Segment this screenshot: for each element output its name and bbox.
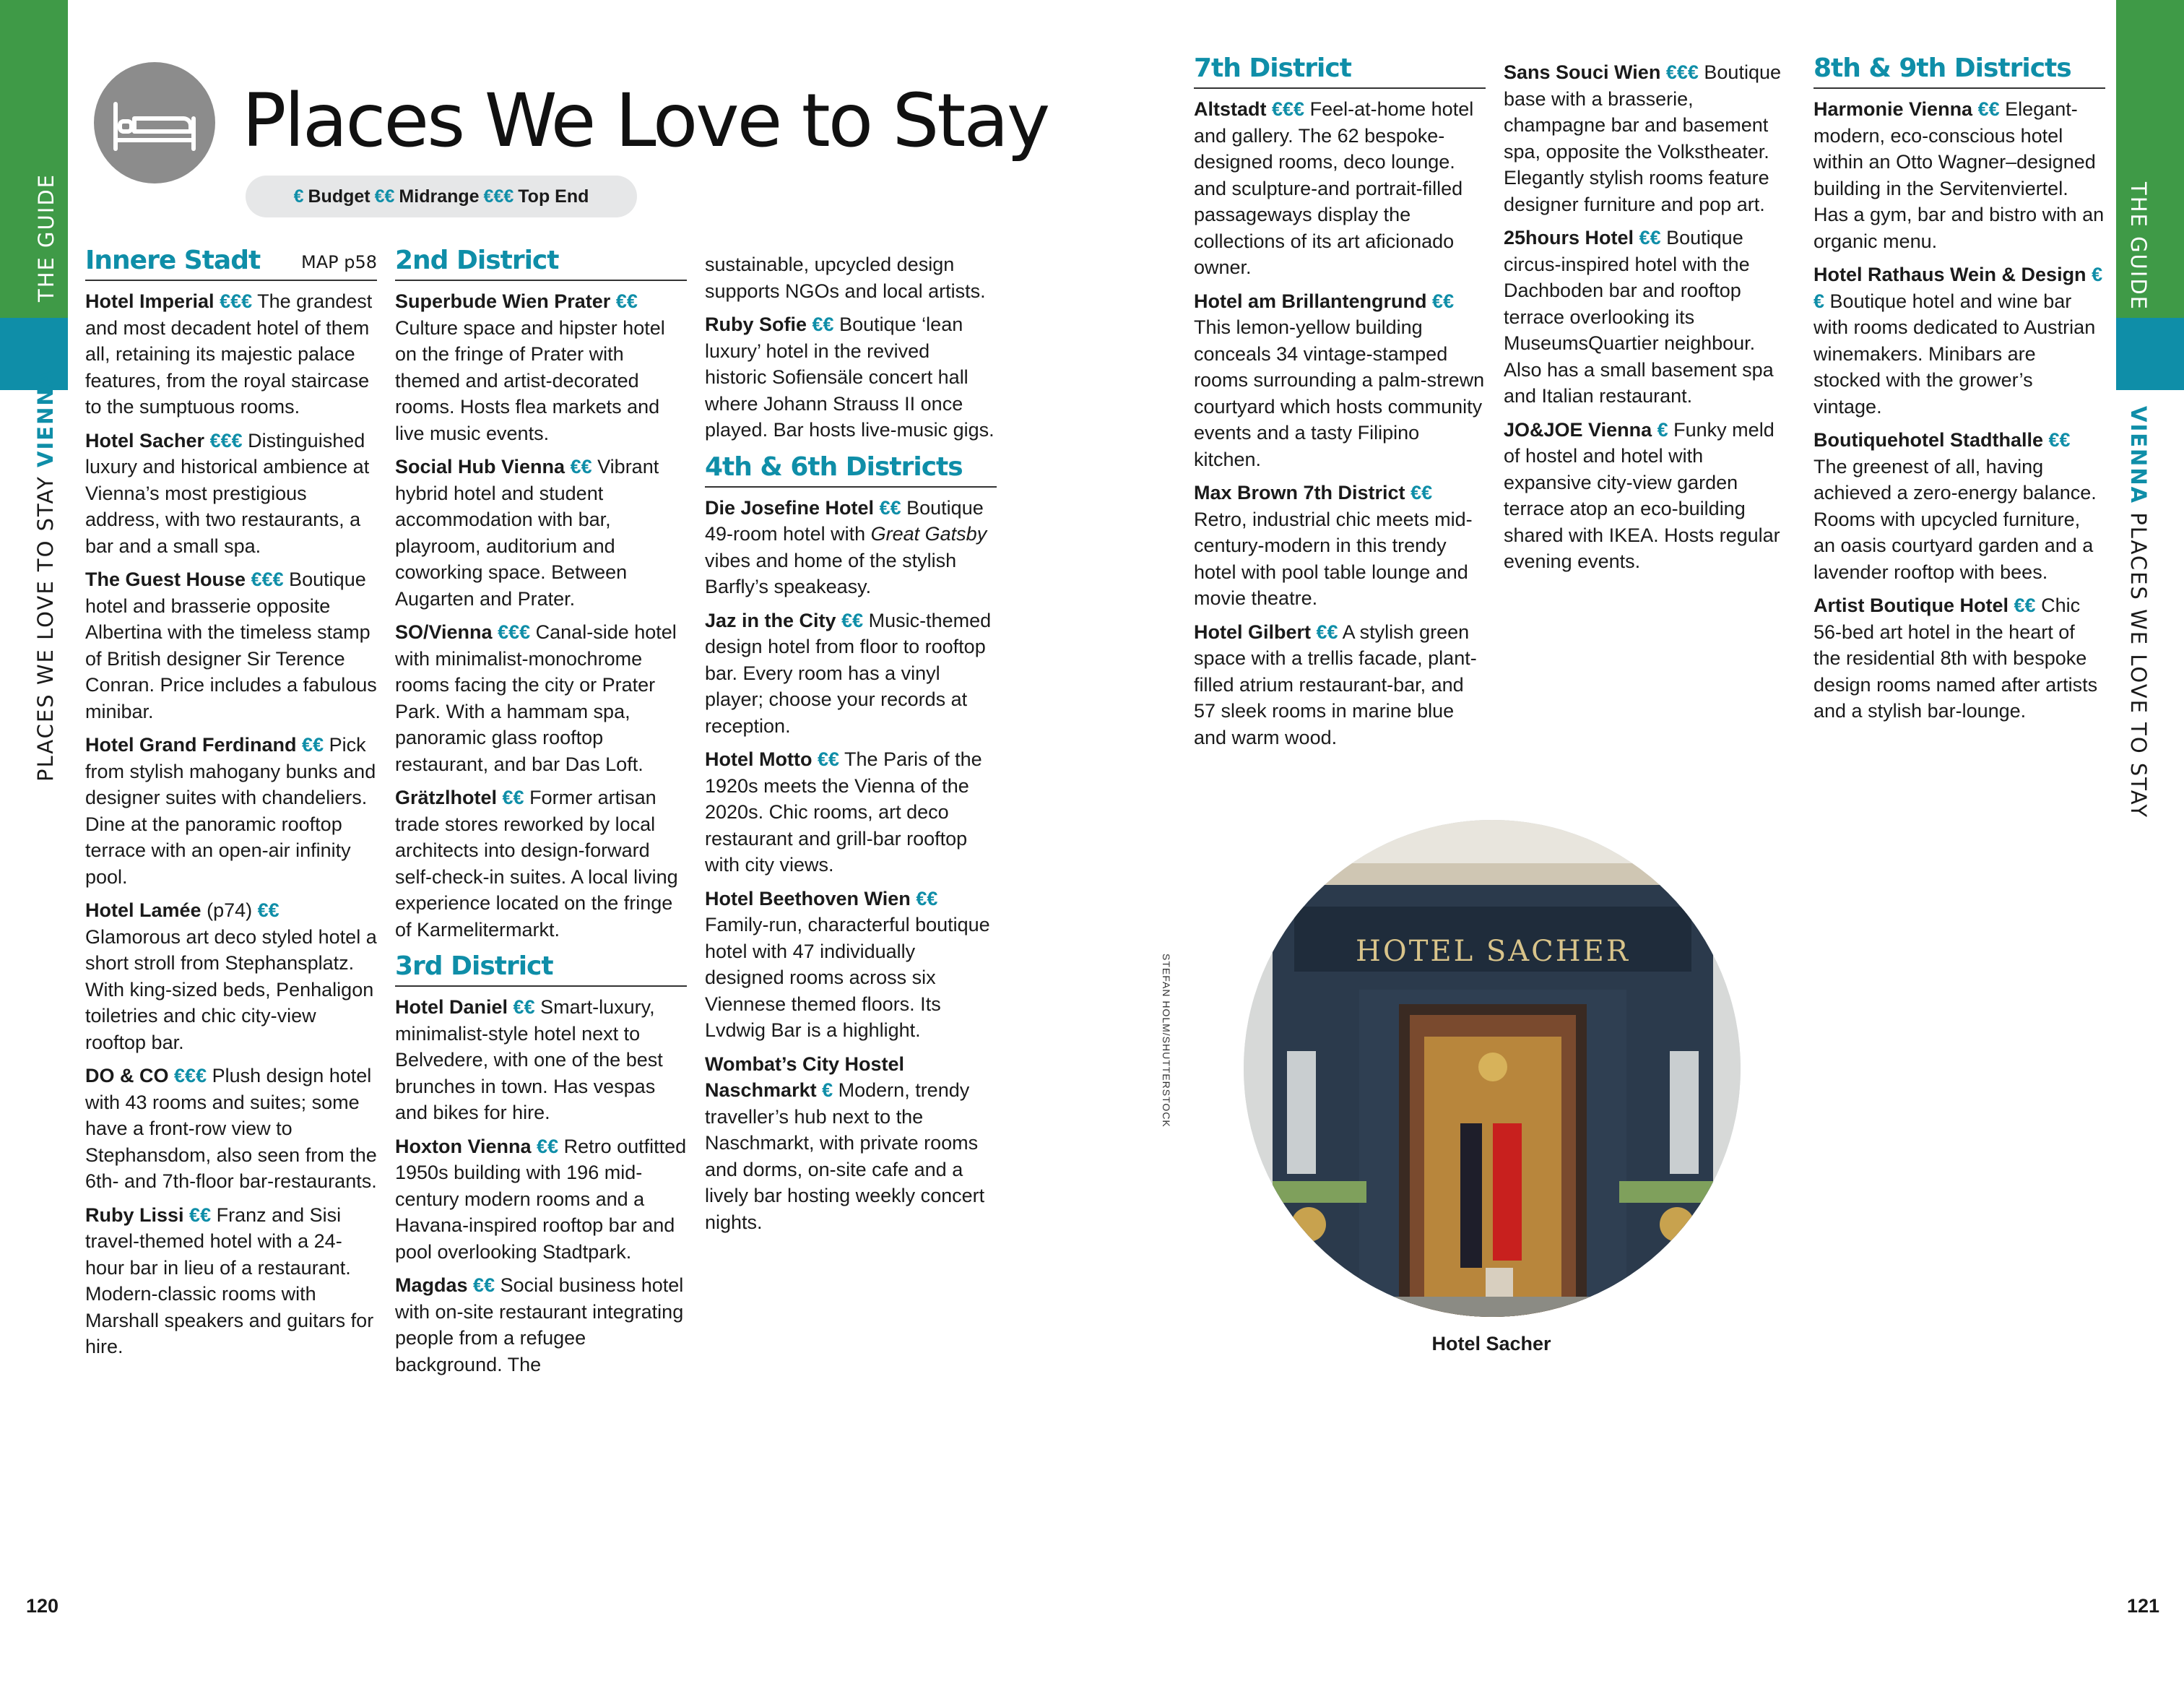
price-badge: €€ — [537, 1135, 559, 1157]
entry-name: Social Hub Vienna — [395, 456, 566, 477]
column-3 — [705, 251, 997, 1243]
section-title: 7th District — [1194, 53, 1351, 83]
section-heading-8th-9th-districts — [1814, 53, 2105, 89]
entry-hotel-imperial — [85, 288, 377, 420]
entry-jaz-in-the-city — [705, 608, 997, 740]
entry-social-hub — [395, 454, 687, 612]
entry-name: Wombat’s City Hostel Naschmarkt — [705, 1053, 905, 1101]
price-badge: €€ — [817, 748, 840, 770]
page-number-right: 121 — [2127, 1595, 2160, 1617]
price-badge: €€ — [1639, 227, 1661, 249]
page-reference: (p74) — [207, 899, 253, 921]
legend-top-symbol: €€€ — [483, 186, 514, 207]
entry-text: Feel-at-home hotel and gallery. The 62 bespoke-designed rooms, deco lounge. and sculpture-and portrait-filled passageways display the collections of its art aficionado owner. — [1194, 98, 1474, 278]
entry-name: Hotel Sacher — [85, 429, 205, 451]
price-badge: €€€ — [209, 429, 243, 451]
entry-text: Boutique 49-room hotel with — [705, 496, 984, 545]
entry-grand-ferdinand — [85, 732, 377, 890]
entry-25hours — [1504, 225, 1795, 410]
hotel-sacher-photo — [1244, 820, 1741, 1317]
entry-text: Retro, industrial chic meets mid-century-modern in this trendy hotel with pool table lounge and movie theatre. — [1194, 508, 1473, 609]
entry-rathaus — [1814, 262, 2105, 420]
price-badge: € — [822, 1079, 833, 1101]
entry-name: JO&JOE Vienna — [1504, 418, 1652, 441]
entry-text: Funky meld of hostel and hotel with expansive city-view garden terrace atop an eco-building shared with IKEA. Hosts regular evening events. — [1504, 418, 1780, 572]
left-section-label — [33, 369, 58, 782]
entry-text: The greenest of all, having achieved a zero-energy balance. Rooms with upcycled furniture, an oasis courtyard garden and a lavender rooftop with bees. — [1814, 455, 2097, 583]
entry-hotel-gilbert — [1194, 619, 1486, 751]
price-badge: €€ — [879, 496, 901, 519]
price-badge: €€ — [513, 996, 535, 1018]
entry-text: Family-run, characterful boutique hotel with 47 individually designed rooms across six Viennese themed floors. Its Lvdwig Bar is a highlight. — [705, 914, 990, 1041]
section-heading-4th-6th-districts — [705, 452, 997, 488]
entry-text: Boutique circus-inspired hotel with the Dachboden bar and rooftop terrace overlooking its MuseumsQuartier neighbour. Also has a small basement spa and Italian restaurant. — [1504, 227, 1774, 407]
entry-text: Canal-side hotel with minimalist-monochrome rooms facing the city or Prater Park. With a hammam spa, panoramic glass rooftop restaurant, and bar Das Loft. — [395, 621, 677, 775]
price-badge: €€ — [570, 456, 592, 477]
entry-name: Grätzlhotel — [395, 787, 498, 808]
entry-name: Hotel Grand Ferdinand — [85, 734, 297, 756]
price-badge: €€ — [257, 899, 280, 921]
price-badge: €€€ — [498, 621, 531, 643]
entry-text: Former artisan trade stores reworked by local architects into design-forward self-check-in suites. A local living experience located on the fringe of Karmelitermarkt. — [395, 787, 678, 941]
entry-brillantengrund — [1194, 288, 1486, 473]
entry-name: The Guest House — [85, 569, 246, 590]
price-badge: €€€ — [1272, 98, 1305, 120]
entry-name: Boutiquehotel Stadthalle — [1814, 429, 2044, 451]
price-badge: €€ — [615, 290, 638, 312]
entry-text: The grandest and most decadent hotel of them all, retaining its majestic palace features, from the royal staircase to the sumptuous rooms. — [85, 290, 373, 418]
entry-text: Culture space and hipster hotel on the fringe of Prater with themed and artist-decorated rooms. Hosts flea markets and live music events. — [395, 316, 665, 444]
entry-name: Die Josefine Hotel — [705, 496, 875, 519]
entry-wombats — [705, 1051, 997, 1236]
entry-text: Boutique base with a brasserie, champagne bar and basement spa, opposite the Volkstheater. Elegantly stylish rooms feature designer furniture and pop art. — [1504, 61, 1781, 215]
column-5 — [1504, 59, 1795, 582]
price-badge: €€ — [473, 1274, 495, 1296]
entry-die-josefine — [705, 495, 997, 600]
entry-name: Ruby Lissi — [85, 1204, 184, 1226]
right-section-label — [2126, 406, 2151, 818]
entry-so-vienna — [395, 619, 687, 777]
price-badge: €€ — [1977, 98, 2000, 120]
entry-name: Hotel am Brillantengrund — [1194, 290, 1427, 312]
column-4 — [1194, 53, 1486, 758]
entry-text: Pick from stylish mahogany bunks and designer suites with chandeliers. Dine at the panoramic rooftop terrace with an open-air infinity pool. — [85, 734, 376, 888]
price-badge: €€ — [189, 1204, 212, 1226]
entry-name: Superbude Wien Prater — [395, 290, 611, 312]
price-badge: €€€ — [1665, 61, 1699, 83]
entry-artist-boutique — [1814, 592, 2105, 725]
entry-name: Hoxton Vienna — [395, 1135, 532, 1157]
entry-name: Hotel Lamée — [85, 899, 202, 921]
entry-text: Smart-luxury, minimalist-style hotel next to Belvedere, with one of the best brunches in town. Has vespas and bikes for hire. — [395, 996, 663, 1123]
right-guide-label: THE GUIDE — [2126, 182, 2151, 311]
entry-text: Chic 56-bed art hotel in the heart of the residential 8th with bespoke design rooms named after artists and a stylish bar-lounge. — [1814, 595, 2098, 722]
entry-text: Glamorous art deco styled hotel a short stroll from Stephansplatz. With king-sized beds, Penhaligon toiletries and chic city-view rooftop bar. — [85, 925, 377, 1053]
entry-guest-house — [85, 566, 377, 725]
price-badge: €€ — [1316, 621, 1338, 643]
entry-name: Jaz in the City — [705, 609, 836, 631]
legend-mid-symbol: €€ — [374, 186, 395, 207]
entry-text-italic: Great Gatsby — [870, 523, 987, 545]
entry-name: Max Brown 7th District — [1194, 482, 1405, 504]
section-title: 8th & 9th Districts — [1814, 53, 2071, 83]
entry-jo-joe — [1504, 417, 1795, 575]
section-heading-innere-stadt — [85, 246, 377, 281]
entry-max-brown — [1194, 480, 1486, 612]
entry-text: Vibrant hybrid hotel and student accommodation with bar, playroom, auditorium and coworking space. Between Augarten and Prater. — [395, 456, 659, 610]
entry-ruby-sofie — [705, 311, 997, 444]
price-badge: €€ — [502, 787, 524, 808]
price-badge: €€ — [916, 887, 938, 909]
entry-altstadt — [1194, 96, 1486, 281]
entry-text: Retro outfitted 1950s building with 196 mid-century modern rooms and a Havana-inspired rooftop bar and pool overlooking Stadtpark. — [395, 1135, 687, 1263]
legend-top: Top End — [518, 186, 589, 207]
city-tab-right — [2116, 318, 2184, 390]
entry-name: Ruby Sofie — [705, 314, 807, 335]
entry-name: Magdas — [395, 1274, 468, 1296]
entry-hotel-sacher — [85, 428, 377, 560]
entry-text: sustainable, upcycled design supports NGOs and local artists. — [705, 254, 986, 302]
section-title: 2nd District — [395, 246, 559, 275]
entry-hotel-motto — [705, 746, 997, 878]
price-badge: €€ — [1814, 264, 2103, 312]
entry-harmonie — [1814, 96, 2105, 254]
entry-name: SO/Vienna — [395, 621, 493, 643]
hotel-sign-text: HOTEL SACHER — [1356, 935, 1630, 968]
price-badge: €€ — [812, 314, 834, 335]
price-legend — [246, 176, 637, 217]
entry-text: Franz and Sisi travel-themed hotel with a 24-hour bar in lieu of a restaurant. Modern-classic rooms with Marshall speakers and guitars for hire. — [85, 1204, 374, 1357]
entry-magdas-continued — [705, 251, 997, 304]
entry-name: Harmonie Vienna — [1814, 98, 1973, 120]
price-badge: €€€ — [220, 290, 253, 312]
column-2 — [395, 246, 687, 1385]
legend-mid: Midrange — [399, 186, 480, 207]
entry-name: Altstadt — [1194, 98, 1267, 120]
price-badge: €€ — [1410, 482, 1433, 504]
price-badge: €€ — [2014, 595, 2036, 616]
price-badge: €€€ — [174, 1065, 207, 1086]
entry-text: Music-themed design hotel from floor to rooftop bar. Every room has a vinyl player; choose your records at reception. — [705, 609, 992, 737]
entry-hoxton — [395, 1133, 687, 1266]
bed-icon — [94, 62, 215, 183]
section-heading-3rd-district — [395, 951, 687, 987]
entry-text: Modern, trendy traveller’s hub next to the Naschmarkt, with private rooms and dorms, on-site cafe and a lively bar hosting weekly concert nights. — [705, 1079, 985, 1233]
price-badge: € — [1657, 418, 1668, 441]
left-section-prefix: PLACES WE LOVE TO STAY — [33, 475, 58, 782]
entry-hotel-beethoven — [705, 886, 997, 1044]
entry-text: Elegant-modern, eco-conscious hotel within an Otto Wagner–designed building in the Servitenviertel. Has a gym, bar and bistro with an organic menu. — [1814, 98, 2105, 252]
entry-name: DO & CO — [85, 1065, 169, 1086]
section-title: Innere Stadt — [85, 246, 261, 275]
column-1 — [85, 246, 377, 1367]
entry-sans-souci — [1504, 59, 1795, 217]
section-heading-2nd-district — [395, 246, 687, 281]
left-guide-label: THE GUIDE — [34, 173, 58, 302]
entry-name: Hotel Beethoven Wien — [705, 887, 911, 909]
entry-text: Boutique ‘lean luxury’ hotel in the revived historic Sofiensäle concert hall where Johann Strauss II once played. Bar hosts live-music gigs. — [705, 314, 994, 441]
entry-text: vibes and home of the stylish Barfly’s speakeasy. — [705, 549, 957, 597]
entry-superbude — [395, 288, 687, 446]
entry-text: A stylish green space with a trellis facade, plant-filled atrium restaurant-bar, and 57 sleek rooms in marine blue and warm wood. — [1194, 621, 1477, 748]
left-section-city: VIENNA — [33, 368, 58, 467]
entry-ruby-lissi — [85, 1202, 377, 1360]
entry-name: Hotel Rathaus Wein & Design — [1814, 264, 2086, 285]
photo-caption: Hotel Sacher — [1431, 1333, 1551, 1354]
entry-name: Sans Souci Wien — [1504, 61, 1661, 83]
entry-text: Distinguished luxury and historical ambience at Vienna’s most prestigious address, with two restaurants, a bar and a small spa. — [85, 429, 370, 557]
right-section-suffix: PLACES WE LOVE TO STAY — [2126, 512, 2151, 819]
entry-graetzlhotel — [395, 785, 687, 943]
page-title: Places We Love to Stay — [242, 78, 1049, 164]
price-badge: €€ — [841, 609, 864, 631]
map-reference: MAP p58 — [301, 252, 377, 272]
price-badge: €€€ — [251, 569, 284, 590]
entry-magdas — [395, 1272, 687, 1378]
entry-text: The Paris of the 1920s meets the Vienna of the 2020s. Chic rooms, art deco restaurant and grill-bar rooftop with city views. — [705, 748, 982, 876]
entry-stadthalle — [1814, 427, 2105, 585]
entry-hotel-daniel — [395, 994, 687, 1126]
price-badge: €€ — [1432, 290, 1455, 312]
entry-name: 25hours Hotel — [1504, 227, 1634, 249]
entry-text: Plush design hotel with 43 rooms and suites; some have a front-row view to Stephansdom, also seen from the 6th- and 7th-floor bar-restaurants. — [85, 1065, 377, 1192]
entry-name: Hotel Imperial — [85, 290, 214, 312]
entry-name: Hotel Gilbert — [1194, 621, 1312, 643]
price-badge: €€ — [302, 734, 324, 756]
entry-text: Boutique hotel and wine bar with rooms dedicated to Austrian winemakers. Minibars are stocked with the grower’s vintage. — [1814, 290, 2096, 418]
section-title: 4th & 6th Districts — [705, 451, 963, 482]
entry-hotel-lamee — [85, 897, 377, 1055]
entry-text: This lemon-yellow building conceals 34 vintage-stamped rooms surrounding a palm-strewn courtyard which hosts community events and a tasty Filipino kitchen. — [1194, 316, 1485, 470]
entry-text: Social business hotel with on-site restaurant integrating people from a refugee background. The — [395, 1274, 684, 1375]
page-number-left: 120 — [26, 1595, 59, 1617]
legend-budget: Budget — [308, 186, 370, 207]
entry-text: Boutique hotel and brasserie opposite Albertina with the timeless stamp of British designer Sir Terence Conran. Price includes a fabulous minibar. — [85, 569, 377, 722]
entry-name: Hotel Motto — [705, 748, 812, 770]
section-heading-7th-district — [1194, 53, 1486, 89]
legend-budget-symbol: € — [293, 186, 304, 207]
column-6 — [1814, 53, 2105, 732]
entry-do-co — [85, 1063, 377, 1195]
price-badge: €€ — [2048, 429, 2071, 451]
section-title: 3rd District — [395, 951, 553, 981]
photo-credit: STEFAN HOLM/SHUTTERSTOCK — [1161, 954, 1172, 1128]
right-section-city: VIENNA — [2126, 406, 2151, 505]
entry-name: Hotel Daniel — [395, 996, 508, 1018]
entry-name: Artist Boutique Hotel — [1814, 595, 2008, 616]
